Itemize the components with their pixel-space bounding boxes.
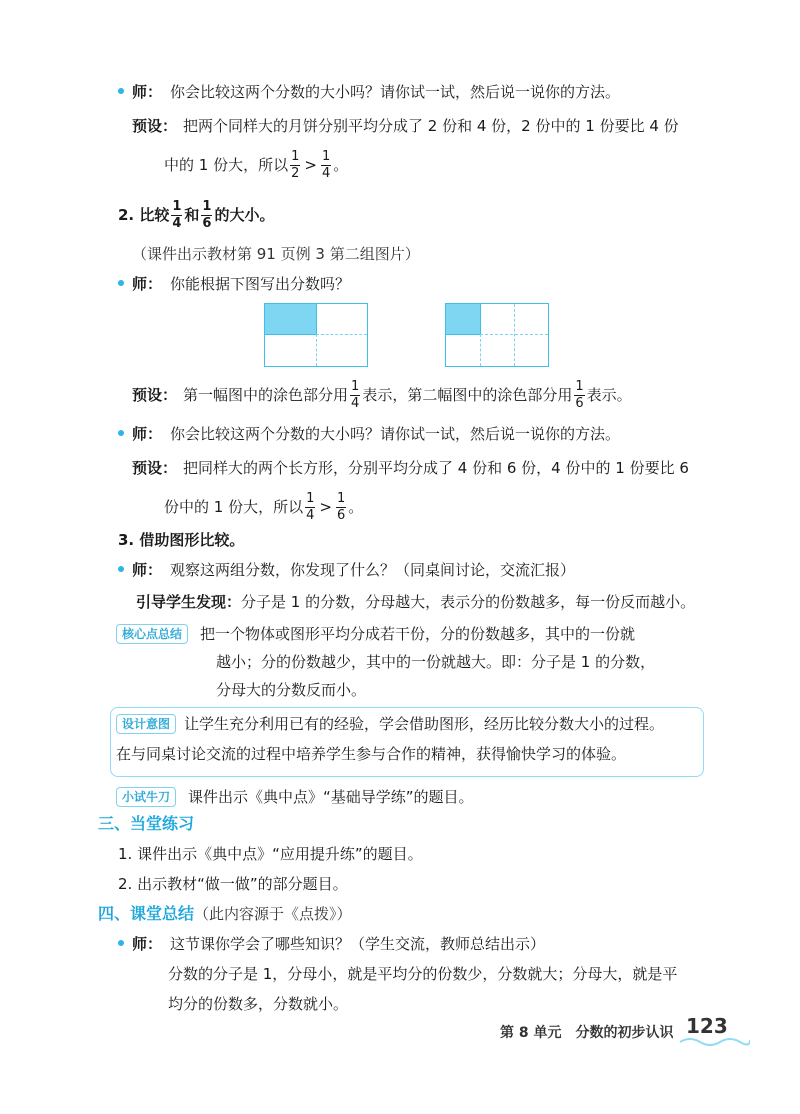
preset-3-line-1 — [132, 456, 689, 480]
fraction-one-quarter — [350, 379, 360, 412]
footer-unit-title: 第 8 单元 分数的初步认识 — [500, 1025, 674, 1041]
dashed-divider — [514, 304, 515, 366]
trial-text: 课件出示《典中点》“基础导学练”的题目。 — [188, 788, 474, 806]
numerator: 1 — [291, 149, 300, 164]
fraction-one-sixth — [201, 199, 212, 232]
teacher-question-2 — [118, 272, 350, 296]
dashed-divider — [480, 334, 481, 366]
fraction-one-quarter — [321, 149, 331, 182]
numerator: 1 — [575, 379, 584, 394]
greater-than: > — [319, 498, 332, 516]
wave-decoration-icon — [680, 1034, 750, 1048]
question-text: 你能根据下图写出分数吗？ — [170, 275, 351, 293]
section-3-title: 三、当堂练习 — [98, 814, 195, 833]
design-intent-tag: 设计意图 — [116, 714, 176, 734]
fraction-one-quarter — [305, 491, 315, 524]
teacher-question-1 — [118, 80, 620, 104]
preset-label: 预设： — [132, 459, 178, 477]
fraction-one-sixth — [336, 491, 346, 524]
page-number: 123 — [686, 1014, 728, 1038]
teacher-label: 师： — [132, 561, 163, 579]
dashed-divider — [316, 334, 317, 366]
bullet-icon — [118, 280, 124, 286]
heading-2 — [118, 198, 274, 232]
denominator: 4 — [172, 216, 182, 231]
numerator: 1 — [321, 149, 331, 164]
guide-finding — [136, 590, 695, 614]
solid-divider — [316, 304, 317, 334]
fraction-one-quarter — [171, 199, 182, 232]
bullet-icon — [118, 940, 124, 946]
teacher-label: 师： — [132, 935, 163, 953]
denominator: 2 — [291, 166, 300, 181]
preset-1-line-1 — [132, 114, 679, 138]
trial-tag: 小试牛刀 — [116, 787, 176, 807]
core-summary-line-2: 越小；分的份数越少，其中的一份就越大。即：分子是 1 的分数， — [216, 653, 656, 671]
teacher-question-5 — [118, 932, 545, 956]
preset-text: 把两个同样大的月饼分别平均分成了 2 份和 4 份，2 份中的 1 份要比 4 份 — [183, 117, 679, 135]
preset-text: 第一幅图中的涂色部分用 — [183, 386, 349, 404]
denominator: 4 — [306, 508, 315, 523]
question-text: 你会比较这两个分数的大小吗？请你试一试，然后说一说你的方法。 — [170, 425, 621, 443]
heading-text: 2. 比较 — [118, 206, 170, 224]
teacher-label: 师： — [132, 425, 163, 443]
denominator: 4 — [321, 166, 331, 181]
bullet-icon — [118, 430, 124, 436]
denominator: 6 — [202, 216, 212, 231]
preset-text: 份中的 1 份大，所以 — [164, 498, 304, 516]
denominator: 6 — [336, 508, 346, 523]
rectangle-sixths — [445, 303, 549, 367]
preset-text: 表示，第二幅图中的涂色部分用 — [362, 386, 573, 404]
core-summary-tag: 核心点总结 — [116, 624, 188, 644]
solid-divider — [480, 304, 481, 334]
denominator: 4 — [351, 396, 360, 411]
preset-text: 把同样大的两个长方形，分别平均分成了 4 份和 6 份，4 份中的 1 份要比 6 — [183, 459, 689, 477]
section-4-title: 四、课堂总结 — [98, 904, 195, 923]
question-text: 观察这两组分数，你发现了什么？（同桌间讨论，交流汇报） — [170, 561, 576, 579]
preset-1-line-2 — [164, 148, 348, 182]
heading-3: 3. 借助图形比较。 — [118, 531, 245, 549]
dashed-divider — [316, 334, 367, 335]
dashed-divider — [480, 334, 548, 335]
solid-divider — [446, 334, 480, 335]
preset-label: 预设： — [132, 386, 178, 404]
section-4-note: （此内容源于《点拨》） — [194, 905, 352, 923]
numerator: 1 — [306, 491, 315, 506]
numerator: 1 — [202, 199, 212, 214]
guide-label: 引导学生发现： — [136, 593, 242, 611]
rectangle-quarters — [264, 303, 368, 367]
fraction-one-half — [290, 149, 300, 182]
section-3-item-2: 2. 出示教材“做一做”的部分题目。 — [118, 875, 348, 893]
trial-line — [116, 785, 474, 809]
preset-text: 表示。 — [586, 386, 632, 404]
core-text: 把一个物体或图形平均分成若干份，分的份数越多，其中的一份就 — [200, 625, 636, 643]
summary-answer-line-1: 分数的分子是 1，分母小，就是平均分的份数少，分数就大；分母大，就是平 — [168, 965, 678, 983]
numerator: 1 — [336, 491, 346, 506]
preset-label: 预设： — [132, 117, 178, 135]
bullet-icon — [118, 566, 124, 572]
core-summary-line-1 — [116, 622, 635, 646]
period: 。 — [348, 498, 364, 516]
greater-than: > — [304, 156, 317, 174]
section-3-item-1: 1. 课件出示《典中点》“应用提升练”的题目。 — [118, 845, 423, 863]
preset-3-line-2 — [164, 490, 363, 524]
teacher-question-3 — [118, 422, 620, 446]
design-intent-line-2: 在与同桌讨论交流的过程中培养学生参与合作的精神，获得愉快学习的体验。 — [116, 745, 627, 763]
section-4-header — [98, 902, 352, 926]
denominator: 6 — [575, 396, 584, 411]
shaded-part — [446, 304, 480, 334]
numerator: 1 — [351, 379, 360, 394]
question-text: 这节课你学会了哪些知识？（学生交流，教师总结出示） — [170, 935, 546, 953]
heading-text: 和 — [184, 206, 200, 224]
teacher-label: 师： — [132, 83, 163, 101]
preset-2 — [132, 378, 632, 412]
teacher-question-4 — [118, 558, 575, 582]
numerator: 1 — [172, 199, 182, 214]
heading-text: 的大小。 — [214, 206, 275, 224]
design-text: 让学生充分利用已有的经验，学会借助图形，经历比较分数大小的过程。 — [184, 715, 665, 733]
question-text: 你会比较这两个分数的大小吗？请你试一试，然后说一说你的方法。 — [170, 83, 621, 101]
solid-divider — [265, 334, 316, 335]
core-summary-line-3: 分母大的分数反而小。 — [216, 681, 367, 699]
guide-text: 分子是 1 的分数，分母越大，表示分的份数越多，每一份反而越小。 — [241, 593, 696, 611]
teacher-label: 师： — [132, 275, 163, 293]
fraction-one-sixth — [574, 379, 584, 412]
design-intent-line-1 — [116, 712, 664, 736]
shaded-part — [265, 304, 316, 334]
summary-answer-line-2: 均分的份数多，分数就小。 — [168, 995, 349, 1013]
preset-text: 中的 1 份大，所以 — [164, 156, 289, 174]
period: 。 — [333, 156, 349, 174]
bullet-icon — [118, 88, 124, 94]
courseware-note: （课件出示教材第 91 页例 3 第二组图片） — [132, 245, 420, 263]
